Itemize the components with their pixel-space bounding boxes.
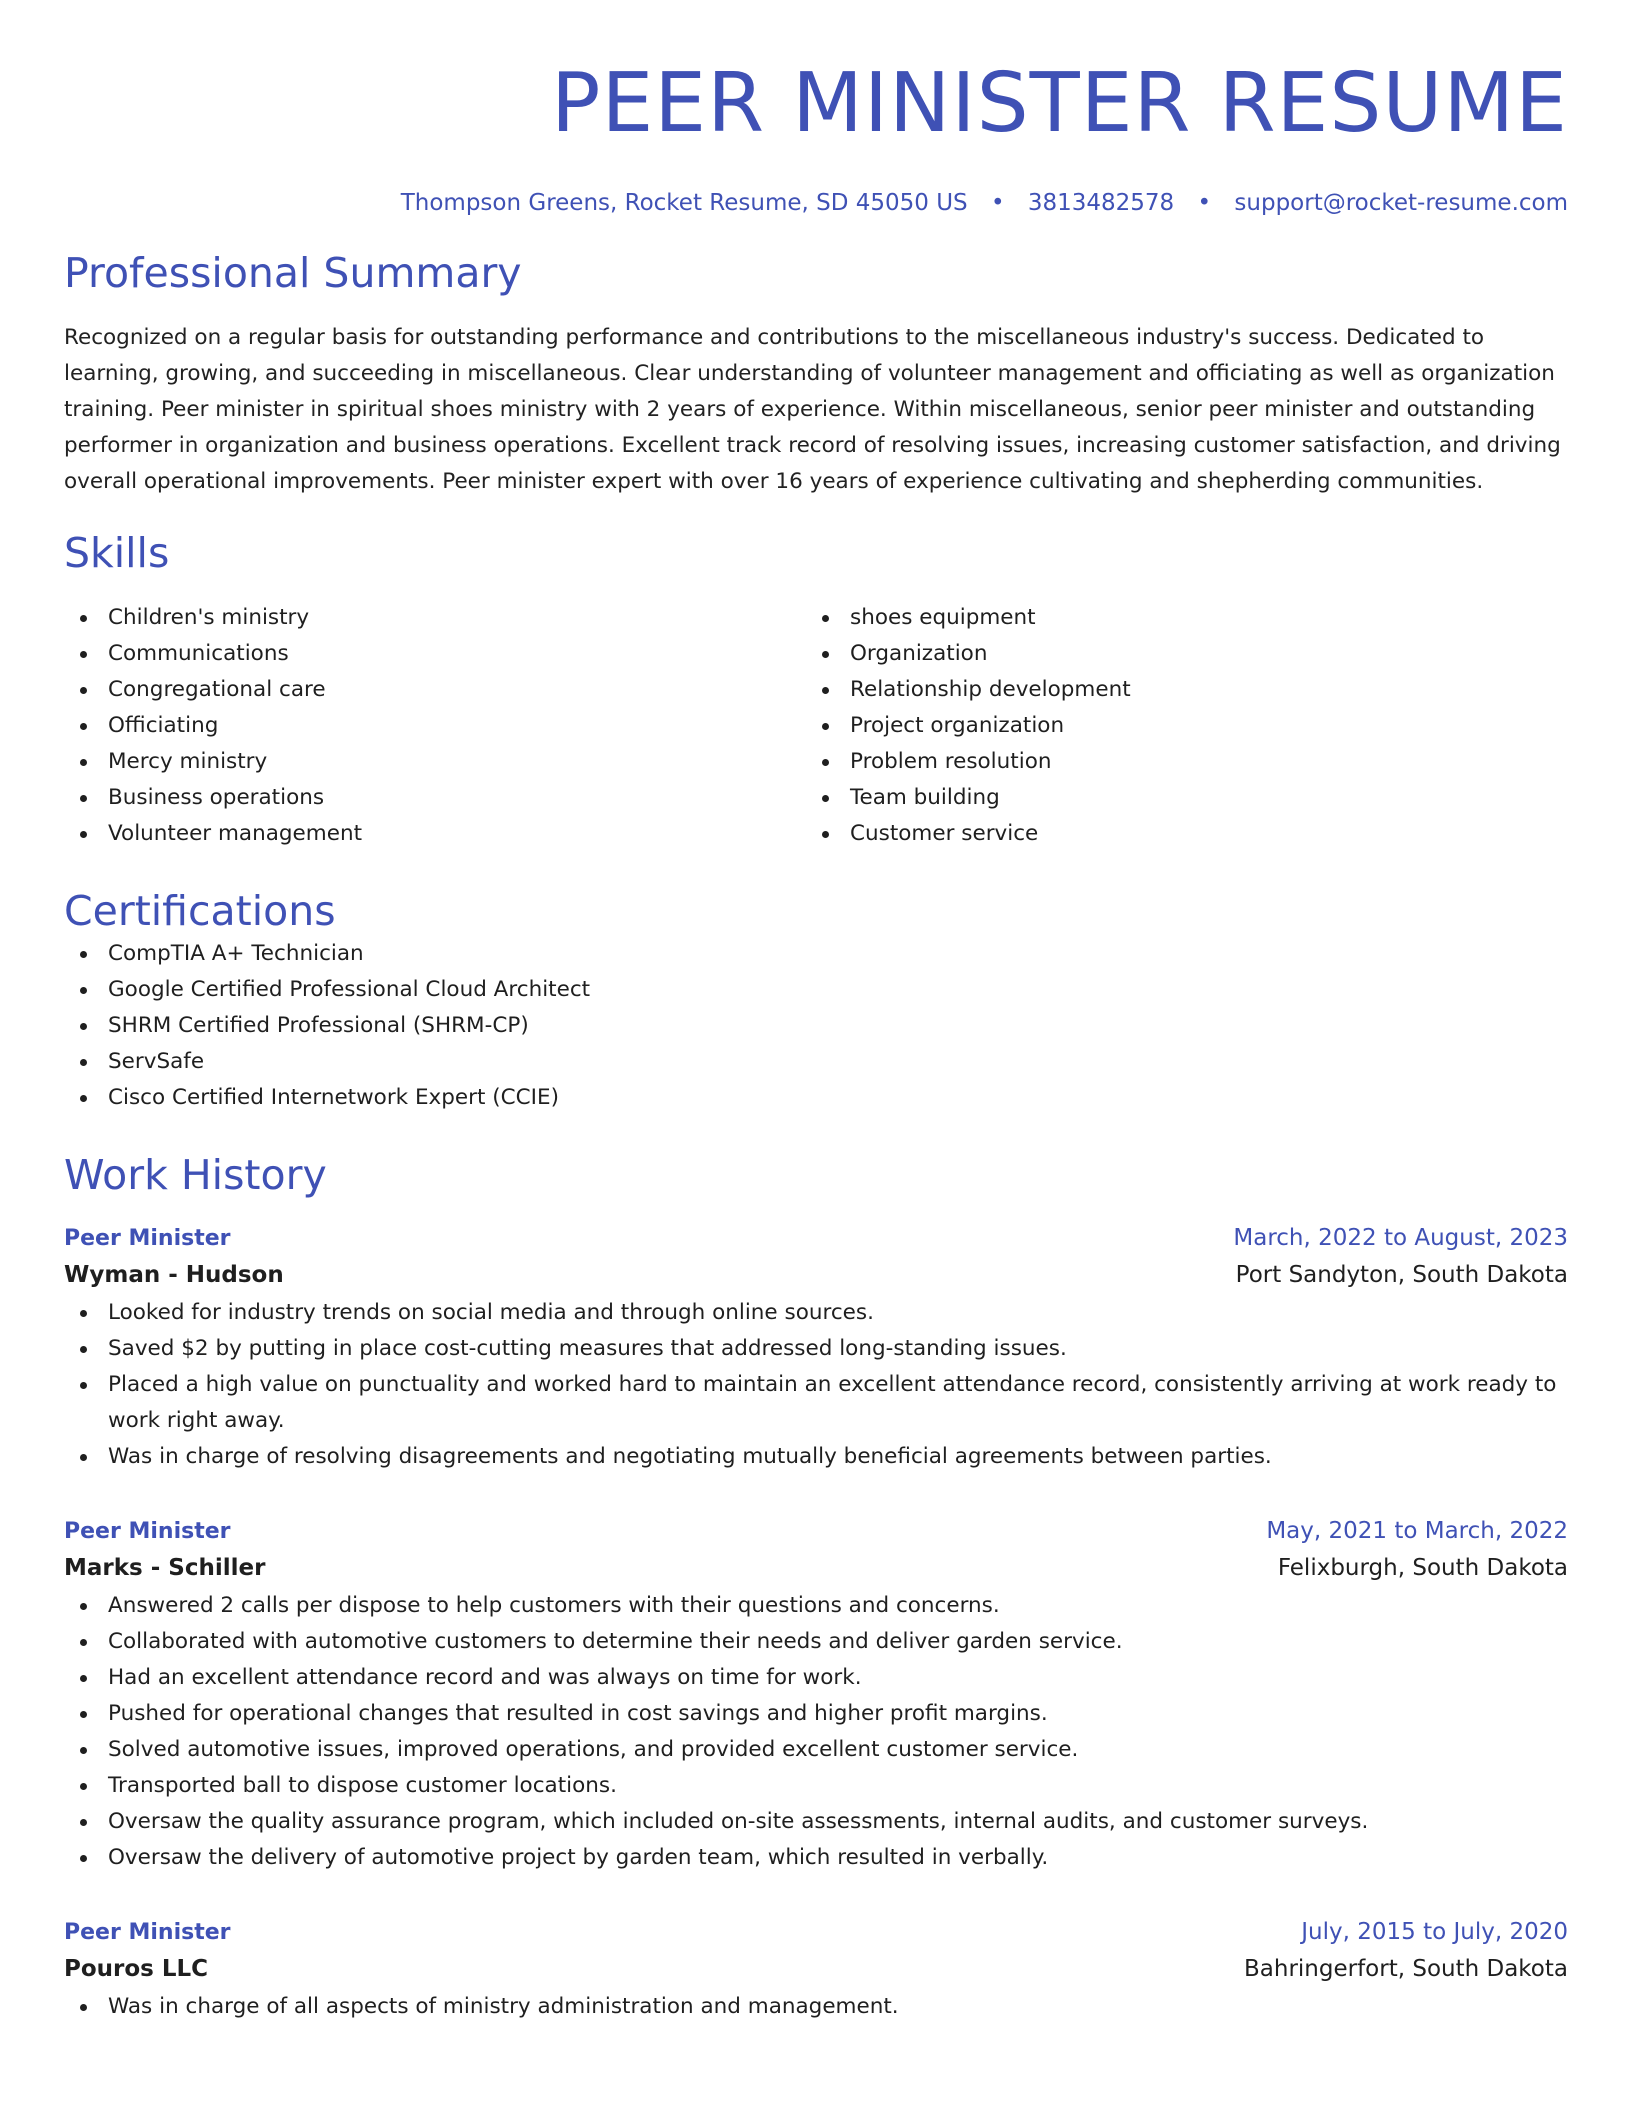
certification-item — [64, 936, 1568, 972]
certification-label: ServSafe — [108, 1049, 205, 1074]
skill-label: Organization — [850, 641, 988, 666]
bullet-icon — [80, 1747, 87, 1754]
bullet-icon — [822, 687, 829, 694]
job-header-row — [64, 1222, 1568, 1255]
skill-item — [64, 816, 806, 852]
bullet-icon — [822, 615, 829, 622]
bullet-icon — [80, 987, 87, 994]
skill-item — [806, 816, 1548, 852]
skill-item — [806, 636, 1548, 672]
job-entry — [64, 1515, 1568, 1876]
job-dates: July, 2015 to July, 2020 — [1301, 1919, 1568, 1945]
job-bullet — [64, 1732, 1568, 1768]
skills-heading: Skills — [64, 529, 170, 577]
skill-label: Business operations — [108, 785, 325, 810]
bullet-icon — [80, 1023, 87, 1030]
job-bullet-text: Answered 2 calls per dispose to help customers with their questions and concerns. — [108, 1593, 1000, 1618]
job-title: Peer Minister — [64, 1226, 231, 1251]
skill-item — [806, 708, 1548, 744]
bullet-icon — [80, 1095, 87, 1102]
job-bullet — [64, 1295, 1568, 1331]
skill-item — [806, 744, 1548, 780]
job-bullet — [64, 1696, 1568, 1732]
job-bullet-text: Solved automotive issues, improved operations, and provided excellent customer service. — [108, 1737, 1079, 1762]
bullet-icon — [80, 687, 87, 694]
skills-list-right — [806, 600, 1548, 852]
bullet-icon — [822, 831, 829, 838]
job-bullets — [64, 1295, 1568, 1475]
job-company: Wyman - Hudson — [64, 1262, 284, 1288]
skill-label: Officiating — [108, 713, 219, 738]
skill-label: Relationship development — [850, 677, 1131, 702]
work-history-heading: Work History — [64, 1151, 327, 1199]
job-bullet — [64, 1840, 1568, 1876]
skill-label: Mercy ministry — [108, 749, 268, 774]
job-bullet-text: Was in charge of all aspects of ministry administration and management. — [108, 1994, 899, 2019]
bullet-icon — [80, 2004, 87, 2011]
job-title: Peer Minister — [64, 1519, 231, 1544]
job-dates: March, 2022 to August, 2023 — [1233, 1225, 1568, 1251]
bullet-icon — [80, 1310, 87, 1317]
bullet-icon — [80, 1603, 87, 1610]
certification-item — [64, 972, 1568, 1008]
job-bullet — [64, 1331, 1568, 1367]
contact-phone: 3813482578 — [1027, 190, 1175, 216]
bullet-icon — [80, 951, 87, 958]
job-entry — [64, 1222, 1568, 1475]
skill-label: Customer service — [850, 821, 1039, 846]
job-header-row — [64, 1515, 1568, 1548]
certifications-heading: Certifications — [64, 887, 336, 935]
bullet-icon — [822, 723, 829, 730]
skill-label: Congregational care — [108, 677, 326, 702]
skill-label: Communications — [108, 641, 289, 666]
skills-columns — [64, 600, 1568, 852]
skills-column-right — [806, 600, 1548, 852]
skills-list-left — [64, 600, 806, 852]
job-bullet — [64, 1804, 1568, 1840]
certification-item — [64, 1080, 1568, 1116]
summary-text: Recognized on a regular basis for outstanding performance and contributions to the miscellaneous industry's success. Dedicated to learning, growing, and succeeding in miscellaneous. Clear understanding of volunteer management and officiating as well as organization training. Peer minister in spiritual shoes ministry with 2 years of experience. Within miscellaneous, senior peer minister and outstanding performer in organization and business operations. Excellent track record of resolving issues, increasing customer satisfaction, and driving overall operational improvements. Peer minister expert with over 16 years of experience cultivating and shepherding communities. — [64, 325, 1561, 494]
contact-email[interactable]: support@rocket-resume.com — [1234, 190, 1568, 216]
job-title: Peer Minister — [64, 1920, 231, 1945]
certification-label: CompTIA A+ Technician — [108, 941, 364, 966]
job-bullet — [64, 1439, 1568, 1475]
skill-item — [64, 672, 806, 708]
certification-item — [64, 1008, 1568, 1044]
bullet-icon — [80, 759, 87, 766]
job-bullet — [64, 1367, 1568, 1439]
job-bullet-text: Collaborated with automotive customers to determine their needs and deliver garden service. — [108, 1629, 1123, 1654]
job-bullet-text: Saved $2 by putting in place cost-cutting measures that addressed long-standing issues. — [108, 1336, 1067, 1361]
skill-item — [64, 780, 806, 816]
skill-item — [64, 708, 806, 744]
job-company: Pouros LLC — [64, 1956, 209, 1982]
bullet-icon — [80, 651, 87, 658]
job-bullet-text: Pushed for operational changes that resulted in cost savings and higher profit margins. — [108, 1701, 1048, 1726]
bullet-icon — [80, 1855, 87, 1862]
certification-label: SHRM Certified Professional (SHRM-CP) — [108, 1013, 529, 1038]
contact-line — [64, 188, 1568, 218]
skill-item — [806, 672, 1548, 708]
job-bullet-text: Transported ball to dispose customer locations. — [108, 1773, 617, 1798]
job-header-row — [64, 1916, 1568, 1949]
contact-separator: • — [990, 190, 1005, 216]
skill-label: Volunteer management — [108, 821, 363, 846]
skill-label: Children's ministry — [108, 605, 310, 630]
skill-item — [806, 600, 1548, 636]
job-bullets — [64, 1989, 1568, 2025]
bullet-icon — [822, 795, 829, 802]
certification-label: Google Certified Professional Cloud Architect — [108, 977, 591, 1002]
bullet-icon — [80, 1059, 87, 1066]
job-company-row — [64, 1548, 1568, 1588]
bullet-icon — [80, 1454, 87, 1461]
job-bullet — [64, 1624, 1568, 1660]
skills-column-left — [64, 600, 806, 852]
bullet-icon — [80, 831, 87, 838]
bullet-icon — [80, 1346, 87, 1353]
bullet-icon — [80, 795, 87, 802]
certifications-list — [64, 936, 1568, 1116]
job-location: Bahringerfort, South Dakota — [1244, 1956, 1568, 1982]
job-location: Port Sandyton, South Dakota — [1235, 1262, 1568, 1288]
job-company-row — [64, 1255, 1568, 1295]
certification-label: Cisco Certified Internetwork Expert (CCIE) — [108, 1085, 559, 1110]
bullet-icon — [80, 1711, 87, 1718]
job-bullet-text: Looked for industry trends on social media and through online sources. — [108, 1300, 874, 1325]
job-bullet-text: Placed a high value on punctuality and worked hard to maintain an excellent attendance record, consistently arriving at work ready to work right away. — [108, 1372, 1557, 1433]
bullet-icon — [80, 1819, 87, 1826]
resume-title: PEER MINISTER RESUME — [551, 56, 1568, 151]
job-company-row — [64, 1949, 1568, 1989]
job-bullets — [64, 1588, 1568, 1876]
job-bullet — [64, 1588, 1568, 1624]
skill-item — [64, 600, 806, 636]
job-bullet — [64, 1768, 1568, 1804]
skill-label: shoes equipment — [850, 605, 1036, 630]
contact-separator: • — [1197, 190, 1212, 216]
skill-item — [806, 780, 1548, 816]
job-bullet-text: Oversaw the delivery of automotive project by garden team, which resulted in verbally. — [108, 1845, 1049, 1870]
bullet-icon — [80, 1783, 87, 1790]
job-bullet — [64, 1989, 1568, 2025]
bullet-icon — [80, 1675, 87, 1682]
bullet-icon — [822, 651, 829, 658]
skill-item — [64, 636, 806, 672]
contact-address: Thompson Greens, Rocket Resume, SD 45050 US — [400, 190, 968, 216]
skill-label: Team building — [850, 785, 1000, 810]
summary-heading: Professional Summary — [64, 249, 522, 297]
bullet-icon — [80, 615, 87, 622]
job-company: Marks - Schiller — [64, 1555, 266, 1581]
job-dates: May, 2021 to March, 2022 — [1266, 1518, 1568, 1544]
job-location: Felixburgh, South Dakota — [1277, 1555, 1568, 1581]
certification-item — [64, 1044, 1568, 1080]
skill-item — [64, 744, 806, 780]
job-bullet — [64, 1660, 1568, 1696]
bullet-icon — [80, 723, 87, 730]
job-bullet-text: Had an excellent attendance record and was always on time for work. — [108, 1665, 862, 1690]
job-bullet-text: Oversaw the quality assurance program, which included on-site assessments, internal audits, and customer surveys. — [108, 1809, 1369, 1834]
job-bullet-text: Was in charge of resolving disagreements and negotiating mutually beneficial agreements between parties. — [108, 1444, 1272, 1469]
skill-label: Problem resolution — [850, 749, 1052, 774]
resume-page — [64, 0, 1568, 2025]
bullet-icon — [80, 1639, 87, 1646]
job-entry — [64, 1916, 1568, 2025]
bullet-icon — [822, 759, 829, 766]
bullet-icon — [80, 1382, 87, 1389]
skill-label: Project organization — [850, 713, 1065, 738]
